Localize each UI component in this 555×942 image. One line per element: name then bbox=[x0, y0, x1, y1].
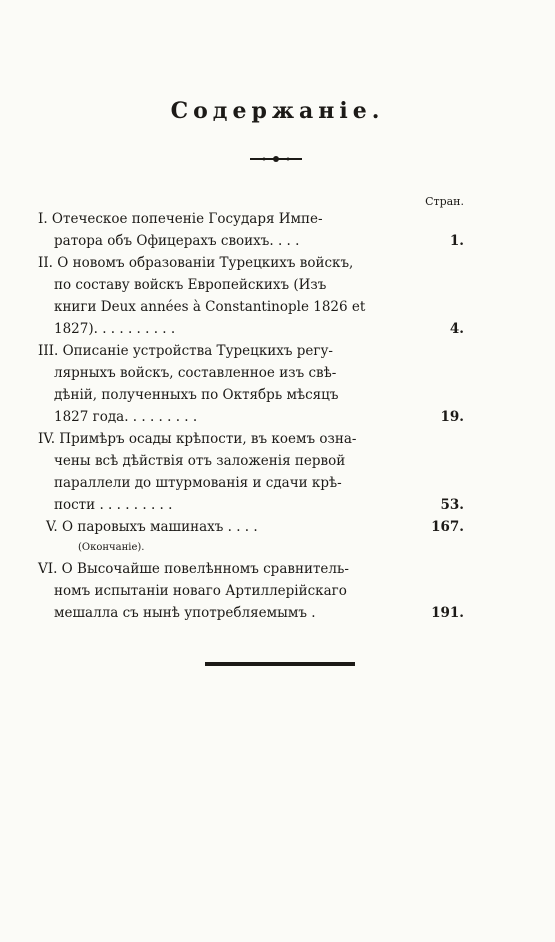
toc-line bbox=[38, 230, 468, 252]
toc-page-number: 19. bbox=[440, 409, 464, 425]
toc-line: лярныхъ войскъ, составленное изъ свѣ- bbox=[54, 365, 337, 381]
toc-line: номъ испытанiи новаго Артиллерiйскаго bbox=[54, 583, 347, 599]
toc-line: VI. О Высочайше повелѣнномъ сравнитель- bbox=[38, 561, 349, 577]
toc-entry-6[interactable] bbox=[38, 558, 468, 624]
toc-line: чены всѣ дѣйствiя отъ заложенiя первой bbox=[54, 453, 346, 469]
toc-line bbox=[38, 318, 468, 340]
toc-entry-note: (Окончанiе). bbox=[78, 542, 145, 553]
toc-line: параллели до штурмованiя и сдачи крѣ- bbox=[54, 475, 342, 491]
toc-entry-2[interactable] bbox=[38, 252, 468, 340]
toc-line bbox=[38, 516, 468, 538]
toc-line-text: ратора объ Офицерахъ своихъ. . . . bbox=[54, 233, 300, 249]
toc-page-number: 4. bbox=[449, 321, 464, 337]
toc-entry-3[interactable] bbox=[38, 340, 468, 428]
toc-page-number: 167. bbox=[431, 519, 464, 535]
toc-line: IV. Примѣръ осады крѣпости, въ коемъ озна- bbox=[38, 431, 357, 447]
toc-line: II. О новомъ образованiи Турецкихъ войскъ, bbox=[38, 255, 354, 271]
ornament-bottom bbox=[205, 660, 355, 668]
toc-line-text: мешалла съ нынѣ употребляемымъ . bbox=[54, 605, 316, 621]
toc-line: III. Описанiе устройства Турецкихъ регу- bbox=[38, 343, 333, 359]
toc-line-text: пости . . . . . . . . . bbox=[54, 497, 173, 513]
toc-entry-1[interactable] bbox=[38, 208, 468, 252]
toc-page-number: 53. bbox=[440, 497, 464, 513]
toc-page-number: 191. bbox=[431, 605, 464, 621]
toc-entry-4[interactable] bbox=[38, 428, 468, 516]
toc-line: по составу войскъ Европейскихъ (Изъ bbox=[54, 277, 327, 293]
toc-line-text: 1827 года. . . . . . . . . bbox=[54, 409, 198, 425]
toc-line bbox=[38, 602, 468, 624]
toc-line bbox=[38, 406, 468, 428]
page-column-label: Стран. bbox=[425, 195, 464, 208]
toc-line-text: 1827). . . . . . . . . . bbox=[54, 321, 176, 337]
page-title: Содержанiе. bbox=[170, 98, 385, 124]
toc-line-text: V. О паровыхъ машинахъ . . . . bbox=[46, 519, 258, 535]
toc-line: I. Отеческое попеченiе Государя Импе- bbox=[38, 211, 323, 227]
ornament-top bbox=[248, 152, 304, 166]
toc-line: дѣнiй, полученныхъ по Октябрь мѣсяцъ bbox=[54, 387, 339, 403]
toc-entry-5[interactable] bbox=[38, 516, 468, 558]
toc-line bbox=[38, 494, 468, 516]
toc-page-number: 1. bbox=[449, 233, 464, 249]
toc-line: книги Deux années à Constantinople 1826 et bbox=[54, 299, 366, 315]
table-of-contents bbox=[38, 208, 468, 624]
